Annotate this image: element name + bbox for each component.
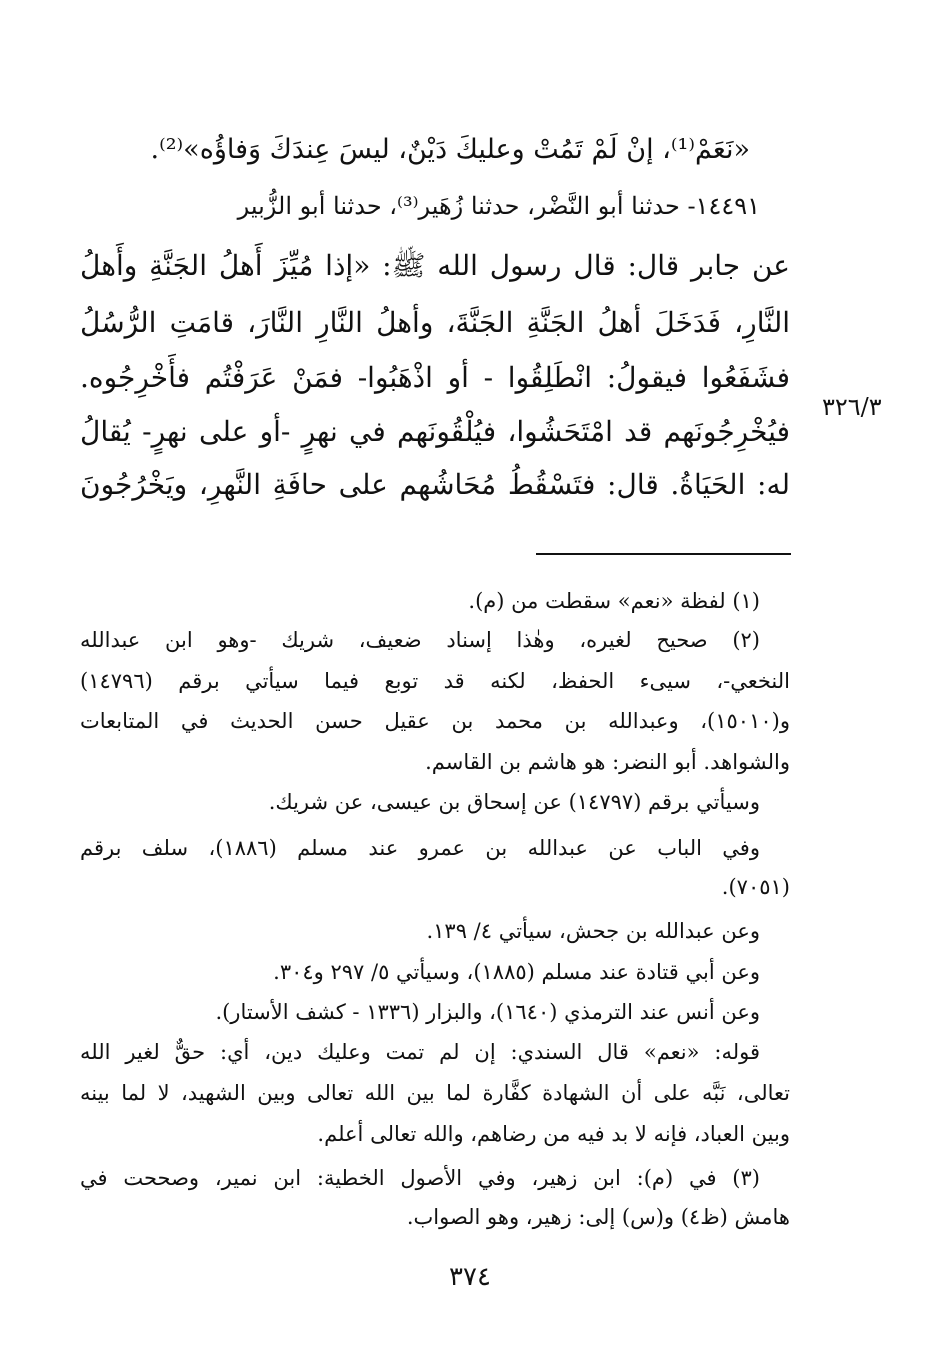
footnote-2-line-1: (٢) صحيح لغيره، وهٰذا إسناد ضعيف، شريك -وهو ابن عبدالله <box>80 628 760 652</box>
footnote-2-line-3: و(١٥٠١٠)، وعبدالله بن محمد بن عقيل حسن الحديث في المتابعات <box>80 709 790 733</box>
page-number: ٣٧٤ <box>449 1262 491 1292</box>
margin-reference: ٣٢٦/٣ <box>822 393 882 421</box>
hadith-body-line-4: فيُخْرِجُونَهم قد امْتَحَشُوا، فيُلْقُونَهم في نهرٍ -أو على نهرٍ- يُقالُ <box>80 415 790 448</box>
footnote-2-line-9: وعن أبي قتادة عند مسلم (١٨٨٥)، وسيأتي ٥/ ٢٩٧ و٣٠٤. <box>273 960 760 984</box>
hadith-body-line-1: عن جابر قال: قال رسول الله ﷺ: «إذا مُيِّزَ أَهلُ الجَنَّةِ وأَهلُ <box>80 249 790 282</box>
footnote-2-line-2: النخعي-، سيىء الحفظ، لكنه قد توبع فيما سيأتي برقم (١٤٧٩٦) <box>80 669 790 693</box>
footnote-2-line-13: وبين العباد، فإنه لا بد فيه من رضاهم، والله تعالى أعلم. <box>317 1122 790 1146</box>
hadith-body-line-5: له: الحَيَاةُ. قال: فتَسْقُطُ مُحَاشُهم على حافَةِ النَّهرِ، ويَخْرُجُونَ <box>80 468 790 501</box>
footnote-divider <box>536 553 791 555</box>
hadith-body-line-3: فشَفَعُوا فيقولُ: انْطَلِقُوا - أو اذْهَبُوا- فمَنْ عَرَفْتُم فأَخْرِجُوه. <box>80 361 790 394</box>
footnote-2-line-7: (٧٠٥١). <box>721 875 790 899</box>
footnote-2-line-5: وسيأتي برقم (١٤٧٩٧) عن إسحاق بن عيسى، عن شريك. <box>268 790 760 814</box>
hadith-body-line-2: النَّارِ، فَدَخَلَ أهلُ الجَنَّةِ الجَنَّةَ، وأهلُ النَّارِ النَّارَ، قامَتِ الرُّسُلُ <box>80 306 790 339</box>
footnote-2-line-12: تعالى، نَبَّه على أن الشهادة كفَّارة لما بين الله تعالى وبين الشهيد، لا لما بينه <box>80 1081 790 1105</box>
footnote-3-line-1: (٣) في (م): ابن زهير، وفي الأصول الخطية: ابن نمير، وصححت في <box>80 1166 760 1190</box>
footnote-3-line-2: هامش (ظ٤) و(س) إلى: زهير، وهو الصواب. <box>406 1205 790 1229</box>
footnote-2-line-11: قوله: «نعم» قال السندي: إن لم تمت وعليك دين، أي: حقٌّ لغير الله <box>80 1040 760 1064</box>
opening-line: «نَعَمْ⁽¹⁾، إنْ لَمْ تَمُتْ وعليكَ دَيْنٌ، ليسَ عِندَكَ وَفاؤُه»⁽²⁾. <box>150 134 750 165</box>
footnote-2-line-8: وعن عبدالله بن جحش، سيأتي ٤/ ١٣٩. <box>426 919 760 943</box>
footnote-1: (١) لفظة «نعم» سقطت من (م). <box>468 589 760 613</box>
footnote-2-line-10: وعن أنس عند الترمذي (١٦٤٠)، والبزار (١٣٣٦ - كشف الأستار). <box>215 1000 760 1024</box>
hadith-number-line: ١٤٤٩١- حدثنا أبو النَّضْر، حدثنا زُهَير⁽³⁾، حدثنا أبو الزُّبير <box>237 192 760 220</box>
footnote-2-line-4: والشواهد. أبو النضر: هو هاشم بن القاسم. <box>425 750 790 774</box>
footnote-2-line-6: وفي الباب عن عبدالله بن عمرو عند مسلم (١٨٨٦)، سلف برقم <box>80 836 760 860</box>
